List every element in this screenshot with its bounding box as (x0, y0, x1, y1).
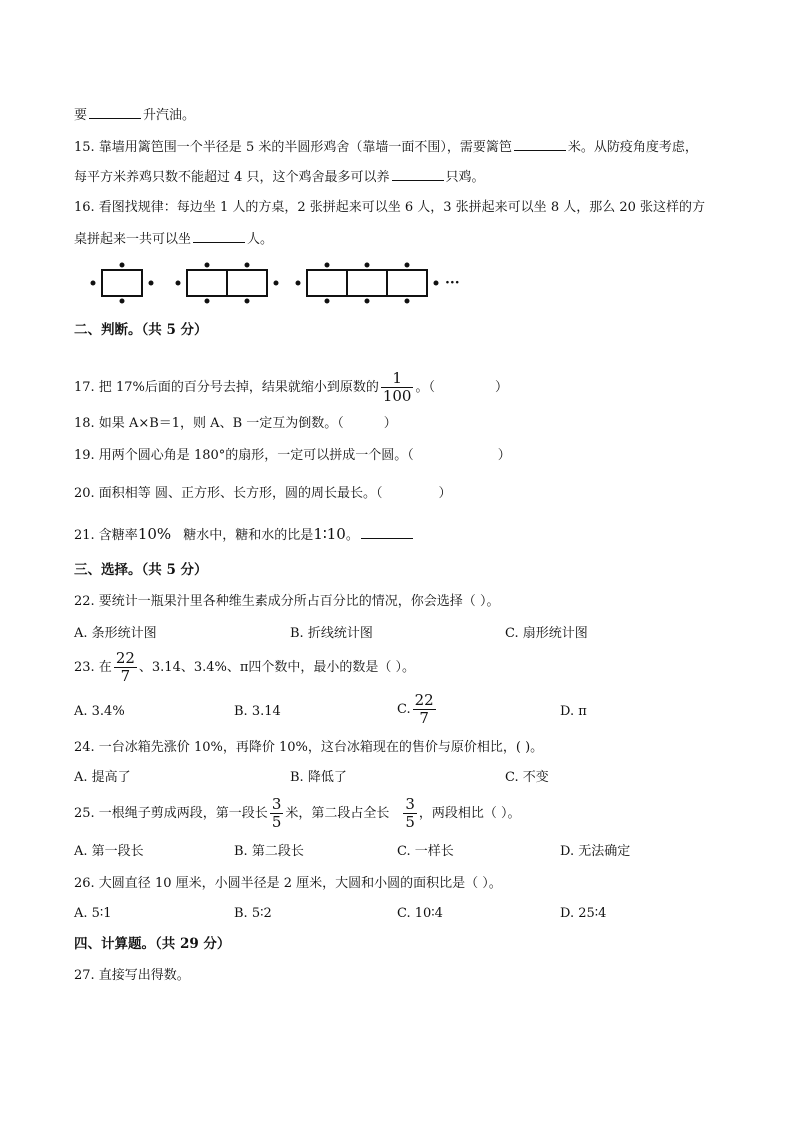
q27 (74, 968, 190, 984)
q27-text: 27. 直接写出得数。 (74, 968, 190, 983)
q17-frac-den: 100 (382, 387, 412, 405)
q25-text-b: 米，第二段占全长 (285, 806, 390, 821)
q24 (74, 740, 543, 756)
q19-close-paren: ） (497, 448, 511, 463)
q26-option-c[interactable]: C. 10∶4 (397, 906, 443, 921)
q21-ratio: 1∶10 (313, 525, 346, 543)
q15-line2 (74, 168, 485, 186)
q18-text: 18. 如果 A×B＝1，则 A、B 一定互为倒数。（ (74, 416, 344, 431)
q17-open-paren: 。（ (415, 380, 435, 395)
q25-fraction-1 (270, 796, 284, 831)
three-tables (296, 263, 439, 304)
q14-tail (74, 106, 195, 124)
q18 (74, 416, 397, 432)
q23-fraction (114, 650, 137, 685)
q23-option-c[interactable] (397, 690, 438, 730)
q25-text-c: ，两段相比（ ）。 (418, 806, 521, 821)
q25-option-a[interactable]: A. 第一段长 (74, 844, 144, 859)
q16-line1 (74, 200, 705, 216)
q17-close-paren: ） (495, 380, 509, 395)
q22-option-b[interactable]: B. 折线统计图 (290, 626, 373, 641)
q14-pre: 要 (74, 108, 88, 123)
q16-line2 (74, 230, 273, 248)
q23-option-c-label: C. (397, 702, 411, 717)
q24-option-c[interactable]: C. 不变 (505, 770, 549, 785)
q22-option-a[interactable]: A. 条形统计图 (74, 626, 157, 641)
q25-frac2-num: 3 (405, 795, 415, 813)
q15-text-d: 只鸡。 (445, 170, 485, 185)
table-pattern-figure (80, 262, 480, 308)
q23-option-c-fraction (413, 692, 436, 727)
two-tables (176, 263, 279, 304)
single-table (91, 263, 154, 304)
q22 (74, 594, 499, 610)
q21-rate: 10% (137, 525, 172, 543)
q25-option-b[interactable]: B. 第二段长 (234, 844, 304, 859)
q21-text-b: 糖水中，糖和水的比是 (183, 528, 314, 543)
q17-frac-num: 1 (381, 370, 414, 388)
q26 (74, 876, 502, 892)
q15-line1 (74, 138, 698, 156)
q21 (74, 526, 415, 544)
q15-blank-chickens[interactable] (392, 168, 444, 181)
q26-text: 26. 大圆直径 10 厘米，小圆半径是 2 厘米，大圆和小圆的面积比是（ ）。 (74, 876, 502, 891)
section-4-heading: 四、计算题。（共 29 分） (74, 936, 231, 952)
section-2-heading: 二、判断。（共 5 分） (74, 322, 208, 338)
q25-option-c[interactable]: C. 一样长 (397, 844, 454, 859)
q23-option-b[interactable]: B. 3.14 (234, 704, 281, 719)
q24-text: 24. 一台冰箱先涨价 10%，再降价 10%，这台冰箱现在的售价与原价相比，( )。 (74, 740, 544, 755)
q17 (74, 368, 508, 408)
q25-text-a: 25. 一根绳子剪成两段，第一段长 (74, 806, 268, 821)
q25-frac2-den: 5 (405, 813, 415, 831)
q23-option-d[interactable]: D. π (560, 704, 587, 719)
q21-text-c: 。 (345, 528, 359, 543)
q15-blank-fence[interactable] (514, 138, 566, 151)
q25-option-d[interactable]: D. 无法确定 (560, 844, 631, 859)
q14-blank[interactable] (89, 106, 141, 119)
q16-blank[interactable] (193, 230, 245, 243)
q21-text-a: 21. 含糖率 (74, 528, 138, 543)
q22-option-c[interactable]: C. 扇形统计图 (505, 626, 588, 641)
q14-post: 升汽油。 (143, 108, 196, 123)
q26-option-d[interactable]: D. 25∶4 (560, 906, 607, 921)
q23-frac-num: 22 (115, 649, 135, 667)
q25-frac1-num: 3 (271, 795, 282, 813)
q23-frac-den: 7 (120, 667, 131, 685)
q16-text-a: 16. 看图找规律：每边坐 1 人的方桌，2 张拼起来可以坐 6 人，3 张拼起来可以坐 8 人，那么 20 张这样的方 (74, 200, 706, 215)
q17-text: 17. 把 17%后面的百分号去掉，结果就缩小到原数的 (74, 380, 379, 395)
q19-text: 19. 用两个圆心角是 180°的扇形，一定可以拼成一个圆。（ (74, 448, 414, 463)
q15-text-a: 15. 靠墙用篱笆围一个半径是 5 米的半圆形鸡舍（靠墙一面不围），需要篱笆 (74, 140, 512, 155)
continue-ellipsis: ··· (445, 275, 460, 291)
q25-frac1-den: 5 (271, 813, 282, 831)
q23-text-a: 23. 在 (74, 660, 112, 675)
q24-option-b[interactable]: B. 降低了 (290, 770, 347, 785)
q21-blank[interactable] (361, 526, 413, 539)
q26-option-a[interactable]: A. 5∶1 (74, 906, 112, 921)
q23-text-b: 、3.14、3.4%、π四个数中，最小的数是（ ）。 (138, 660, 416, 675)
q19 (74, 448, 511, 464)
q22-text: 22. 要统计一瓶果汁里各种维生素成分所占百分比的情况，你会选择（ ）。 (74, 594, 500, 609)
q15-text-b: 米。从防疫角度考虑， (567, 140, 698, 155)
q23 (74, 650, 415, 686)
q16-text-b: 桌拼起来一共可以坐 (74, 232, 192, 247)
q20-close-paren: ） (438, 486, 452, 501)
q18-close-paren: ） (383, 416, 397, 431)
q25 (74, 796, 521, 832)
q20 (74, 486, 451, 502)
q15-text-c: 每平方米养鸡只数不能超过 4 只，这个鸡舍最多可以养 (74, 170, 390, 185)
q23-option-a[interactable]: A. 3.4% (74, 704, 125, 719)
section-3-heading: 三、选择。（共 5 分） (74, 562, 208, 578)
q17-fraction (381, 370, 414, 405)
q26-option-b[interactable]: B. 5∶2 (234, 906, 272, 921)
q25-fraction-2 (403, 796, 417, 831)
q20-text: 20. 面积相等 圆、正方形、长方形，圆的周长最长。（ (74, 486, 383, 501)
q16-text-c: 人。 (247, 232, 274, 247)
q24-option-a[interactable]: A. 提高了 (74, 770, 131, 785)
q23-option-c-num: 22 (414, 691, 434, 709)
q23-option-c-den: 7 (419, 709, 429, 727)
